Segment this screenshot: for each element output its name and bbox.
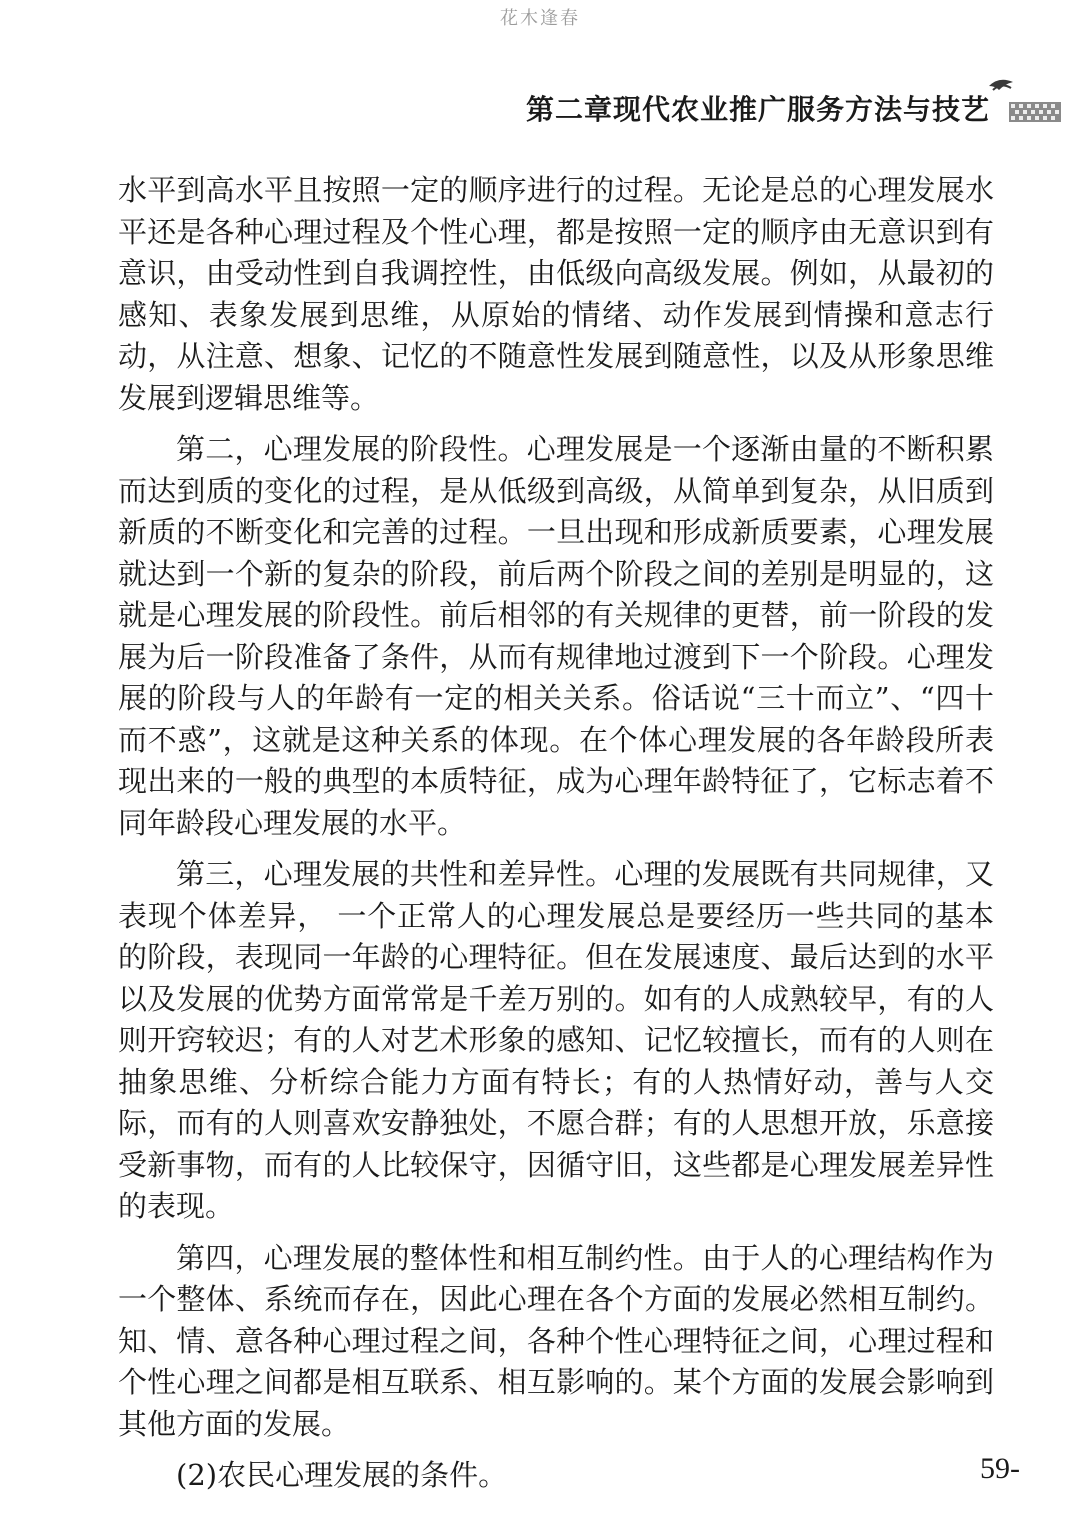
paragraph-conditions-heading: (2)农民心理发展的条件。 (176, 1458, 508, 1492)
paragraph-integrity: 第四，心理发展的整体性和相互制约性。由于人的心理结构作为一个整体、系统而存在，因此心理在各个方面的发展必然相互制约。知、情、意各种心理过程之间，各种个性心理特征之间，心理过程和个性心理之间都是相互联系、相互影响的。某个方面的发展会影响到其他方面的发展。 (118, 1240, 994, 1441)
chapter-title: 第二章现代农业推广服务方法与技艺 (525, 93, 990, 126)
page-body (118, 170, 994, 1497)
paragraph-commonality: 第三，心理发展的共性和差异性。心理的发展既有共同规律，又表现个体差异， 一个正常人的心理发展总是要经历一些共同的基本的阶段，表现同一年龄的心理特征。但在发展速度、最后达到的水平以及发展的优势方面常常是千差万别的。如有的人成熟较早，有的人则开窍较迟；有的人对艺术形象的感知、记忆较擅长，而有的人则在抽象思维、分析综合能力方面有特长；有的人热情好动，善与人交际，而有的人则喜欢安静独处，不愿合群；有的人思想开放，乐意接受新事物，而有的人比较保守，因循守旧，这些都是心理发展差异性的表现。 (118, 857, 994, 1223)
decorative-ornament-icon (985, 72, 1065, 132)
paragraph-continuation: 水平到高水平且按照一定的顺序进行的过程。无论是总的心理发展水平还是各种心理过程及个性心理，都是按照一定的顺序由无意识到有意识，由受动性到自我调控性，由低级向高级发展。例如，从最初的感知、表象发展到思维，从原始的情绪、动作发展到情操和意志行动，从注意、想象、记忆的不随意性发展到随意性，以及从形象思维发展到逻辑思维等。 (118, 173, 994, 415)
page-number: 59- (980, 1452, 1020, 1485)
watermark-text: 花木逢春 (500, 8, 580, 29)
paragraph-stage: 第二，心理发展的阶段性。心理发展是一个逐渐由量的不断积累而达到质的变化的过程，是从低级到高级，从简单到复杂，从旧质到新质的不断变化和完善的过程。一旦出现和形成新质要素，心理发展就达到一个新的复杂的阶段，前后两个阶段之间的差别是明显的，这就是心理发展的阶段性。前后相邻的有关规律的更替，前一阶段的发展为后一阶段准备了条件，从而有规律地过渡到下一个阶段。心理发展的阶段与人的年龄有一定的相关关系。俗话说“三十而立”、“四十而不惑”，这就是这种关系的体现。在个体心理发展的各年龄段所表现出来的一般的典型的本质特征，成为心理年龄特征了，它标志着不同年龄段心理发展的水平。 (118, 432, 994, 840)
